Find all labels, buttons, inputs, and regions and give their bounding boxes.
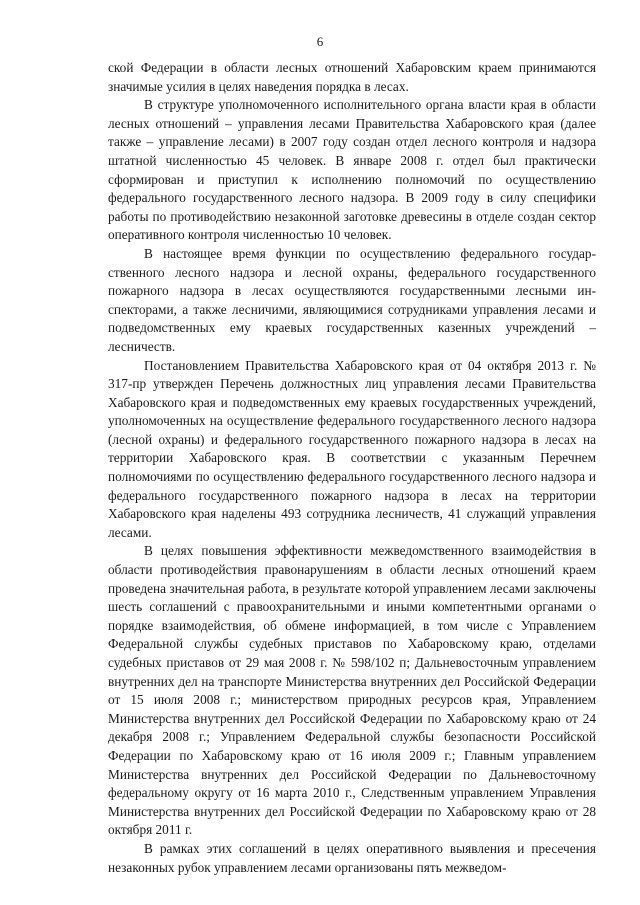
paragraph-continuation: ской Федерации в области лесных отношений Хабаровским краем принимаются значимые усилия в целях наведения порядка в лесах. bbox=[108, 60, 596, 94]
page-number: 6 bbox=[316, 34, 324, 49]
paragraph-department-structure: В структуре уполномоченного исполнительного органа власти края в области лесных отношений – управления лесами Правительства Хабаровского края (далее также – управление лесами) в 2007 году создан отдел лесного контроля и надзора штатной численностью 45 человек. В январе 2008 г. отдел был практически сформирован и приступил к исполнению полномочий по осуществлению федерального государственного лесного надзора. В 2009 году в силу специфики работы по противодействию незаконной заготовке древесины в отделе создан сектор оперативного контроля численностью 10 человек. bbox=[108, 97, 596, 243]
paragraph-resolution: Постановлением Правительства Хабаровского края от 04 октября 2013 г. № 317-пр утвержден Перечень должностных лиц управления лесами Правительства Хабаровского края и подведомственных ему краевых государственных учреждений, уполномоченных на осуществление федерального государственного лесного надзора (лесной охраны) и федерального государственного пожарного надзора в лесах на территории Хабаровского края. В соответствии с указанным Перечнем полномочиями по осуществлению федерального государственного лесного надзора и федерального государственного пожарного надзора в лесах на территории Хабаровского края наделены 493 сотрудника лесничеств, 41 служащий управления лесами. bbox=[108, 357, 596, 540]
paragraph-illegal-logging: В рамках этих соглашений в целях оперативного выявления и пресечения незаконных рубок управлением лесами организованы пять межведом- bbox=[108, 840, 596, 875]
paragraph-current-functions: В настоящее время функции по осуществлению федерального государственного лесного надзора и лесной охраны, федерального государственного пожарного надзора в лесах осуществляются государственными лесными инспекторами, а также лесничими, являющимися сотрудниками управления лесами и подведомственных ему краевых государственных казенных учреждений – лесничеств. bbox=[108, 245, 596, 354]
document-body bbox=[108, 59, 596, 877]
paragraph-interagency-agreements: В целях повышения эффективности межведомственного взаимодействия в области противодействия правонарушениям в области лесных отношений краем проведена значительная работа, в результате которой управлением лесами заключены шесть соглашений с правоохранительными и иными компетентными органами о порядке взаимодействия, об обмене информацией, в том числе с Управлением Федеральной службы судебных приставов по Хабаровскому краю, отделами судебных приставов от 29 мая 2008 г. № 598/102 п; Дальневосточным управлением внутренних дел на транспорте Министерства внутренних дел Российской Федерации от 15 июля 2008 г.; министерством природных ресурсов края, Управлением Министерства внутренних дел Российской Федерации по Хабаровскому краю от 24 декабря 2008 г.; Управлением Федеральной службы безопасности Российской Федерации по Хабаровскому краю от 16 июля 2009 г.; Главным управлением Министерства внутренних дел Российской Федерации по Дальневосточному федеральному округу от 16 марта 2010 г., Следственным управлением Управления Министерства внутренних дел Российской Федерации по Хабаровскому краю от 28 октября 2011 г. bbox=[108, 543, 596, 838]
